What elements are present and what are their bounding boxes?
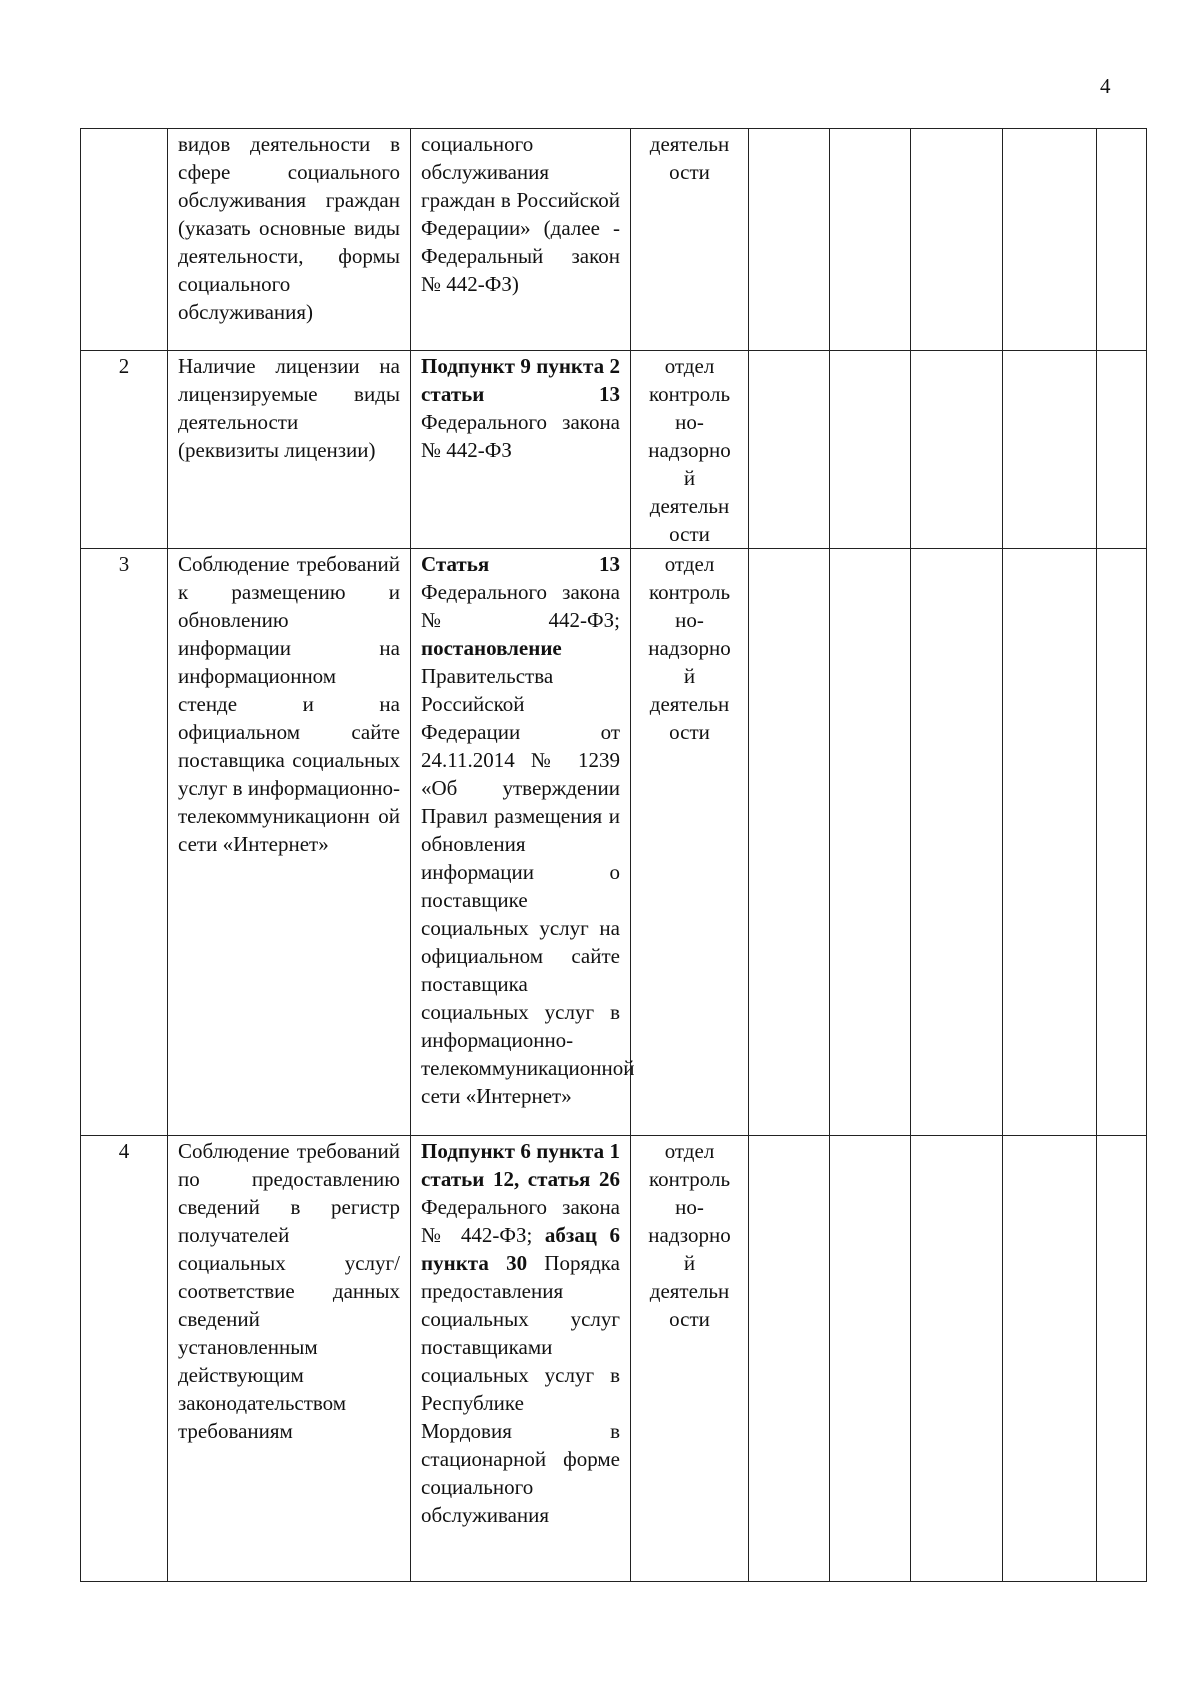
legal-basis-part: Правительства Российской Федерации от 24.11.2014 № 1239 «Об утверждении Правил размещения и обновления информации о поставщике социальных услуг на официальном сайте поставщика социальных услуг в информационно-телекоммуникационной сети «Интернет» — [421, 664, 635, 1108]
requirement-cell: видов деятельности в сфере социального обслуживания граждан (указать основные виды деятельности, формы социального обслуживания) — [168, 129, 411, 351]
empty-cell — [830, 129, 911, 351]
requirement-cell: Соблюдение требований к размещению и обновлению информации на информационном стенде и на официальном сайте поставщика социальных услуг в информационно-телекоммуникационн ой сети «Интернет» — [168, 549, 411, 1136]
empty-cell — [1003, 549, 1097, 1136]
empty-cell — [749, 129, 830, 351]
legal-basis-part: Федерального закона № 442-ФЗ — [421, 410, 620, 462]
department-cell — [631, 1136, 749, 1582]
legal-basis-cell — [411, 351, 631, 549]
table-row — [81, 549, 1147, 1136]
empty-cell — [749, 351, 830, 549]
requirement-cell: Соблюдение требований по предоставлению сведений в регистр получателей социальных услуг/соответствие данных сведений установленным действующим законодательством требованиям — [168, 1136, 411, 1582]
legal-basis-cell — [411, 1136, 631, 1582]
empty-cell — [749, 1136, 830, 1582]
department-cell — [631, 549, 749, 1136]
legal-basis-part: социального обслуживания граждан в Российской Федерации» (далее - Федеральный закон № 442-ФЗ) — [421, 132, 620, 296]
legal-basis-part: абзац 6 пункта 30 — [421, 1223, 620, 1275]
empty-cell — [1097, 129, 1147, 351]
empty-cell — [1003, 351, 1097, 549]
legal-basis-part: Федерального закона № 442-ФЗ; — [421, 580, 620, 632]
table-row — [81, 129, 1147, 351]
empty-cell — [911, 1136, 1003, 1582]
department-text: отдел контроль но- надзорно й деятельн ости — [648, 1139, 731, 1331]
empty-cell — [830, 549, 911, 1136]
table-row — [81, 1136, 1147, 1582]
page-number: 4 — [1100, 74, 1111, 98]
department-text: отдел контроль но- надзорно й деятельн ости — [648, 552, 731, 744]
empty-cell — [830, 351, 911, 549]
legal-basis-part: постановление — [421, 636, 562, 660]
empty-cell — [911, 549, 1003, 1136]
table-row — [81, 351, 1147, 549]
row-number-cell — [81, 129, 168, 351]
department-cell — [631, 129, 749, 351]
row-number-cell: 2 — [81, 351, 168, 549]
empty-cell — [1003, 129, 1097, 351]
row-number-cell: 3 — [81, 549, 168, 1136]
row-number-cell: 4 — [81, 1136, 168, 1582]
requirements-table — [80, 128, 1147, 1582]
empty-cell — [1097, 549, 1147, 1136]
empty-cell — [830, 1136, 911, 1582]
empty-cell — [749, 549, 830, 1136]
empty-cell — [911, 351, 1003, 549]
department-cell — [631, 351, 749, 549]
empty-cell — [1097, 1136, 1147, 1582]
department-text: деятельн ости — [649, 132, 730, 184]
legal-basis-part: Порядка предоставления социальных услуг поставщиками социальных услуг в Республике Мордовия в стационарной форме социального обслуживания — [421, 1251, 620, 1527]
empty-cell — [1003, 1136, 1097, 1582]
legal-basis-cell — [411, 129, 631, 351]
empty-cell — [1097, 351, 1147, 549]
requirement-cell: Наличие лицензии на лицензируемые виды деятельности (реквизиты лицензии) — [168, 351, 411, 549]
legal-basis-cell — [411, 549, 635, 1136]
legal-basis-part: Статья 13 — [421, 552, 620, 576]
legal-basis-part: Подпункт 9 пункта 2 статьи 13 — [421, 354, 620, 406]
legal-basis-part: Подпункт 6 пункта 1 статьи 12, статья 26 — [421, 1139, 620, 1191]
legal-basis-part: Федерального закона № 442-ФЗ; — [421, 1195, 620, 1247]
department-text: отдел контроль но- надзорно й деятельн ости — [648, 354, 731, 546]
empty-cell — [911, 129, 1003, 351]
